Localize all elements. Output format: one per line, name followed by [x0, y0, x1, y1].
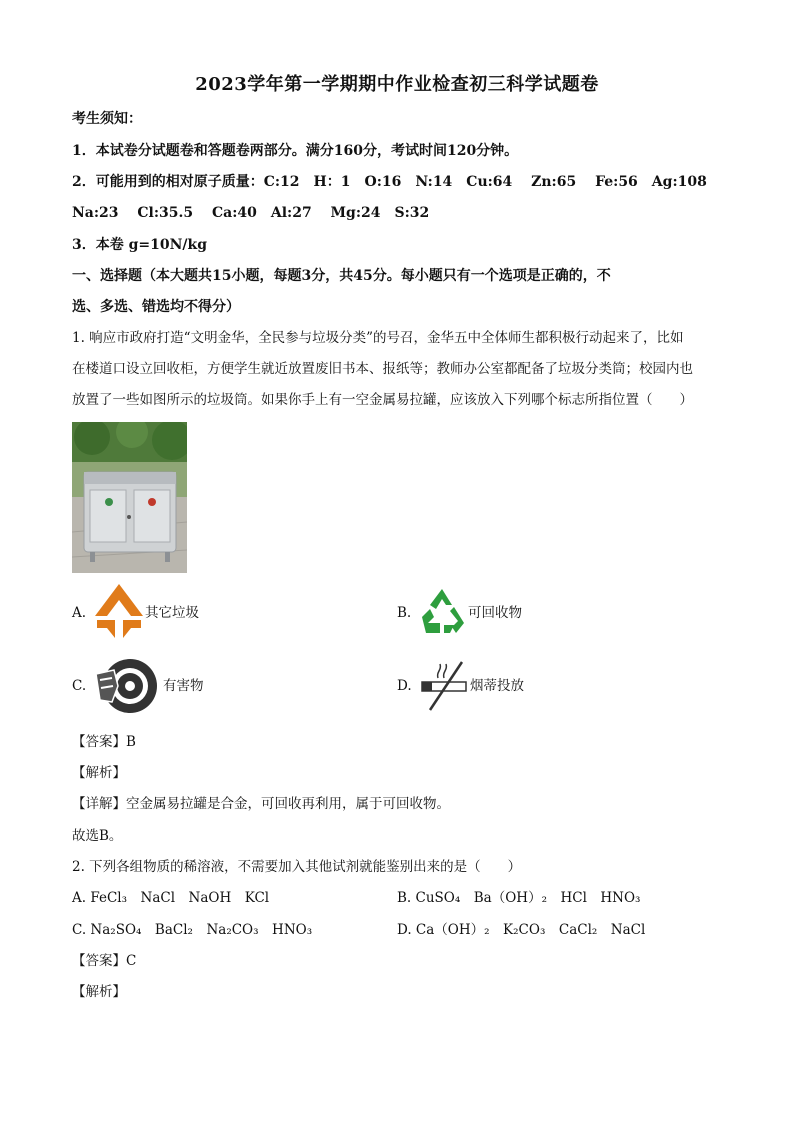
notice-item-2b: Na:23 Cl:35.5 Ca:40 Al:27 Mg:24 S:32	[72, 205, 430, 221]
q1-option-c-text: 有害物	[163, 678, 204, 694]
notice-item-2a: 2．可能用到的相对原子质量：C:12 H：1 O:16 N:14 Cu:64 Zn:65 Fe:56 Ag:108	[72, 174, 707, 190]
q1-option-b-text: 可回收物	[468, 605, 522, 621]
other-waste-icon	[93, 582, 145, 640]
q2-option-a: A. FeCl₃ NaCl NaOH KCl	[72, 890, 270, 906]
q1-option-a-text: 其它垃圾	[145, 605, 199, 621]
q1-answer: 【答案】B	[72, 734, 136, 750]
notice-item-1: 1．本试卷分试题卷和答题卷两部分。满分160分，考试时间120分钟。	[72, 143, 519, 159]
q1-option-a-letter: A.	[72, 605, 87, 621]
section-heading-line2: 选、多选、错选均不得分）	[72, 299, 240, 315]
q2-option-c: C. Na₂SO₄ BaCl₂ Na₂CO₃ HNO₃	[72, 922, 313, 938]
q1-stem-line1: 1. 响应市政府打造“文明金华，全民参与垃圾分类”的号召，金华五中全体师生都积极行动起来了，比如	[72, 330, 684, 346]
page-title: 2023学年第一学期期中作业检查初三科学试题卷	[195, 74, 599, 95]
q1-stem-line3: 放置了一些如图所示的垃圾筒。如果你手上有一空金属易拉罐，应该放入下列哪个标志所指位置（ ）	[72, 392, 693, 408]
recycle-icon	[418, 587, 466, 635]
q1-option-d-letter: D.	[397, 678, 412, 694]
notice-heading: 考生须知：	[72, 111, 142, 127]
q1-stem-line2: 在楼道口设立回收柜，方便学生就近放置废旧书本、报纸等；教师办公室都配备了垃圾分类筒；校园内也	[72, 361, 693, 377]
notice-item-3: 3．本卷 g=10N/kg	[72, 237, 208, 253]
section-heading-line1: 一、选择题（本大题共15小题，每题3分，共45分。每小题只有一个选项是正确的，不	[72, 268, 611, 284]
q1-option-d-text: 烟蒂投放	[470, 678, 524, 694]
q2-option-d: D. Ca（OH）₂ K₂CO₃ CaCl₂ NaCl	[397, 922, 646, 938]
q1-detail: 【详解】空金属易拉罐是合金，可回收再利用，属于可回收物。	[72, 796, 450, 812]
cigarette-icon	[418, 658, 470, 712]
q1-option-c-letter: C.	[72, 678, 87, 694]
q1-option-b-letter: B.	[397, 605, 412, 621]
q2-stem: 2. 下列各组物质的稀溶液，不需要加入其他试剂就能鉴别出来的是（ ）	[72, 859, 522, 875]
q2-option-b: B. CuSO₄ Ba（OH）₂ HCl HNO₃	[397, 890, 641, 906]
q1-conclusion: 故选B。	[72, 828, 123, 844]
trash-bin-photo	[72, 422, 187, 573]
q2-answer: 【答案】C	[72, 953, 137, 969]
q2-analysis-label: 【解析】	[72, 984, 126, 1000]
q1-analysis-label: 【解析】	[72, 765, 126, 781]
hazardous-icon	[92, 656, 160, 714]
